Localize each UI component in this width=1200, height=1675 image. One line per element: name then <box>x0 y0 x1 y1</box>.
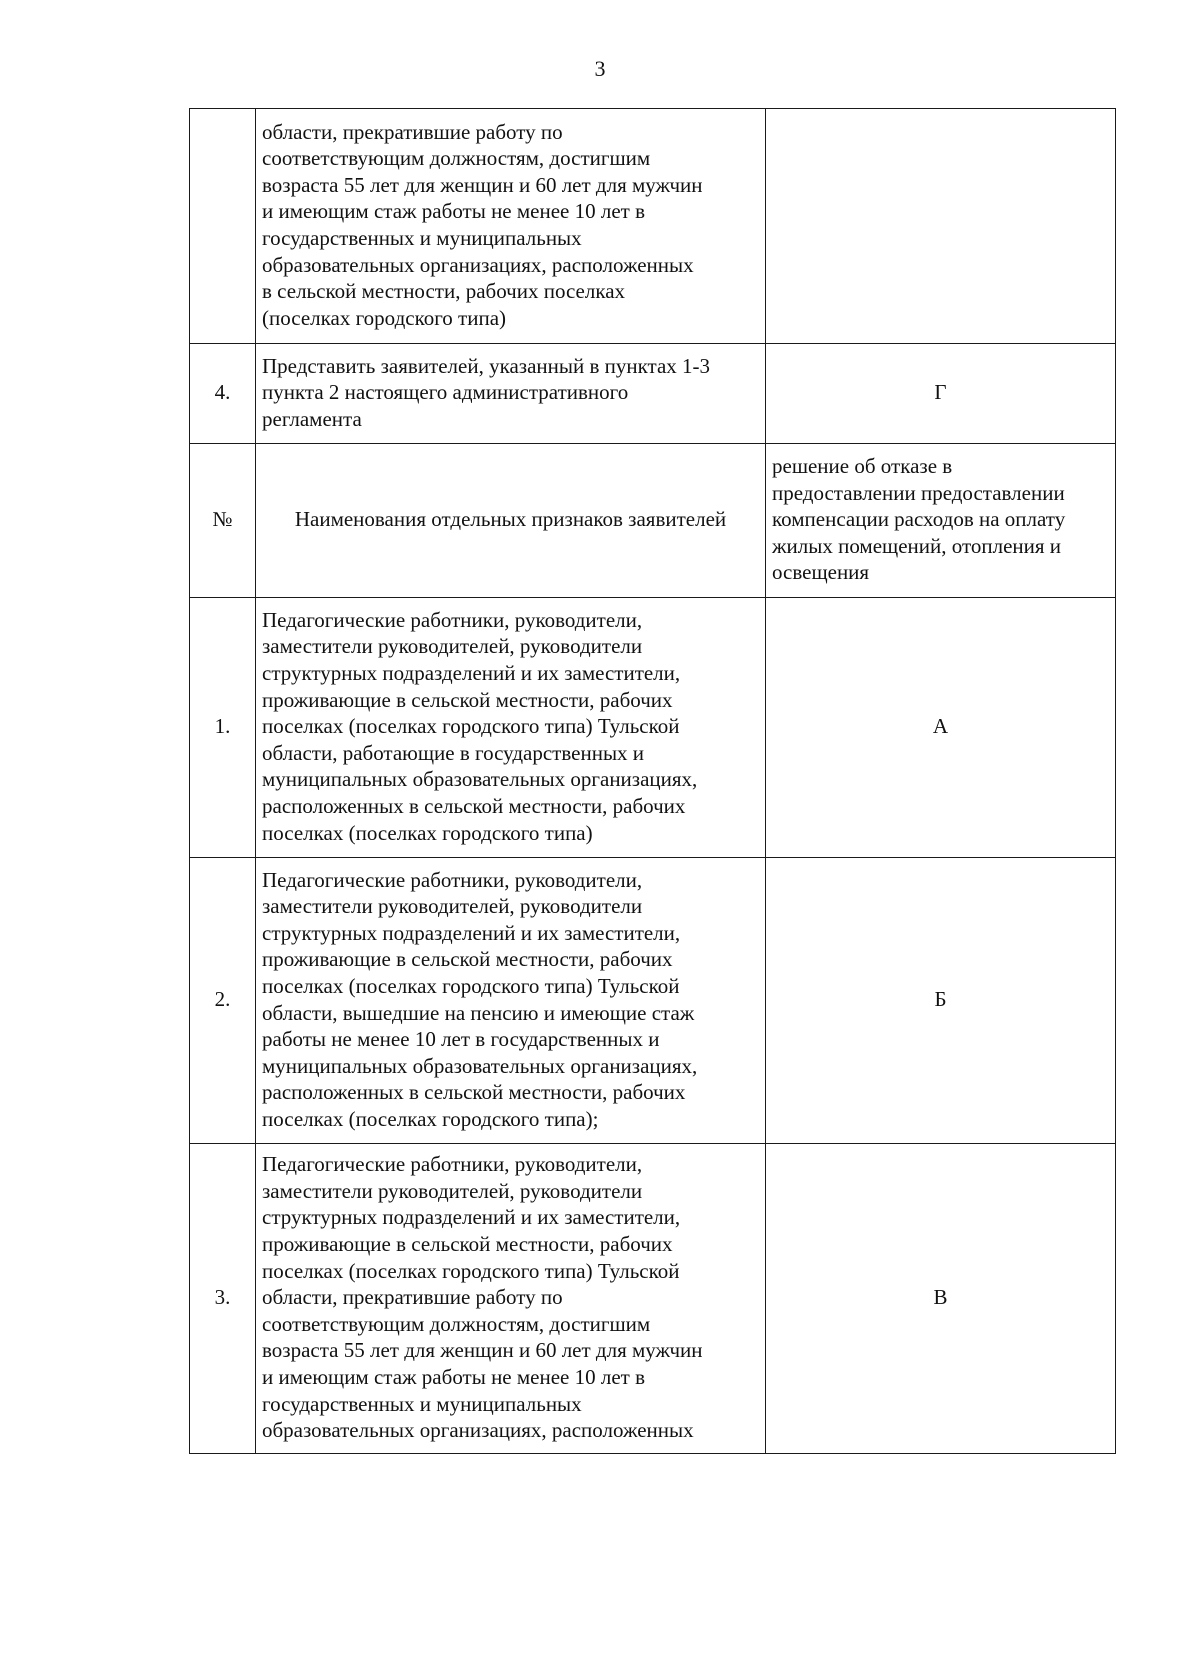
description-line: регламента <box>262 406 362 431</box>
description-line: расположенных в сельской местности, рабочих <box>262 1080 686 1105</box>
table-row-2 <box>190 858 1116 1144</box>
description-line: области, прекратившие работу по <box>262 119 563 144</box>
description-line: муниципальных образовательных организациях, <box>262 767 698 792</box>
description-line: поселках (поселках городского типа) <box>262 820 593 845</box>
header-decision-line: освещения <box>772 560 870 585</box>
description-line: (поселках городского типа) <box>262 305 507 330</box>
description-line: и имеющим стаж работы не менее 10 лет в <box>262 199 646 224</box>
description-line: заместители руководителей, руководители <box>262 634 643 659</box>
description-line: государственных и муниципальных <box>262 1391 582 1416</box>
description-line: Представить заявителей, указанный в пунктах 1-3 <box>262 353 711 378</box>
applicant-criteria-table <box>189 108 1116 1454</box>
row-code-cell: В <box>766 1144 1116 1454</box>
description-line: заместители руководителей, руководители <box>262 1178 643 1203</box>
description-line: проживающие в сельской местности, рабочих <box>262 947 673 972</box>
description-line: государственных и муниципальных <box>262 226 582 250</box>
header-decision-cell <box>766 444 1116 598</box>
table-row-4 <box>190 344 1116 444</box>
page-number: 3 <box>594 56 606 81</box>
row-number-cell: 4. <box>190 344 256 444</box>
description-line: поселках (поселках городского типа); <box>262 1106 599 1131</box>
description-line: Педагогические работники, руководители, <box>262 867 643 892</box>
description-line: соответствующим должностям, достигшим <box>262 1311 651 1336</box>
description-line: Педагогические работники, руководители, <box>262 607 643 632</box>
description-line: работы не менее 10 лет в государственных и <box>262 1027 660 1052</box>
header-number-cell: № <box>190 444 256 598</box>
description-line: муниципальных образовательных организациях, <box>262 1053 698 1078</box>
description-line: структурных подразделений и их заместители, <box>262 1205 681 1230</box>
description-line: возраста 55 лет для женщин и 60 лет для мужчин <box>262 1338 703 1363</box>
description-line: Педагогические работники, руководители, <box>262 1152 643 1177</box>
description-line: в сельской местности, рабочих поселках <box>262 279 626 304</box>
table-row-continuation <box>190 109 1116 344</box>
description-line: заместители руководителей, руководители <box>262 894 643 919</box>
description-line: образовательных организациях, расположенных <box>262 1418 694 1443</box>
row-number-cell: 3. <box>190 1144 256 1454</box>
row-code-cell: Г <box>766 344 1116 444</box>
header-name-cell: Наименования отдельных признаков заявителей <box>256 444 766 598</box>
description-line: поселках (поселках городского типа) Тульской <box>262 714 680 739</box>
description-line: образовательных организациях, расположенных <box>262 252 694 277</box>
row-code-cell: А <box>766 598 1116 858</box>
header-decision-line: решение об отказе в <box>772 454 953 479</box>
header-decision-line: жилых помещений, отопления и <box>772 533 1062 558</box>
description-line: области, вышедшие на пенсию и имеющие стаж <box>262 1000 695 1025</box>
description-line: поселках (поселках городского типа) Тульской <box>262 973 680 998</box>
description-line: возраста 55 лет для женщин и 60 лет для мужчин <box>262 172 703 197</box>
row-description-cell <box>256 858 766 1144</box>
description-line: структурных подразделений и их заместители, <box>262 661 681 686</box>
row-number-cell: 2. <box>190 858 256 1144</box>
description-line: поселках (поселках городского типа) Тульской <box>262 1258 680 1283</box>
description-line: пункта 2 настоящего административного <box>262 380 629 405</box>
description-line: проживающие в сельской местности, рабочих <box>262 1232 673 1257</box>
row-code-cell <box>766 109 1116 344</box>
table-header-row <box>190 444 1116 598</box>
description-line: области, прекратившие работу по <box>262 1285 563 1310</box>
row-code-cell: Б <box>766 858 1116 1144</box>
description-line: проживающие в сельской местности, рабочих <box>262 687 673 712</box>
row-description-cell <box>256 344 766 444</box>
description-line: и имеющим стаж работы не менее 10 лет в <box>262 1364 646 1389</box>
description-line: соответствующим должностям, достигшим <box>262 146 651 171</box>
row-description-cell <box>256 598 766 858</box>
row-number-cell: 1. <box>190 598 256 858</box>
row-description-cell <box>256 109 766 344</box>
row-number-cell <box>190 109 256 344</box>
table-row-3 <box>190 1144 1116 1454</box>
description-line: расположенных в сельской местности, рабочих <box>262 793 686 818</box>
description-line: области, работающие в государственных и <box>262 740 645 765</box>
description-line: структурных подразделений и их заместители, <box>262 920 681 945</box>
row-description-cell <box>256 1144 766 1454</box>
table-row-1 <box>190 598 1116 858</box>
header-decision-line: предоставлении предоставлении <box>772 480 1065 505</box>
header-decision-line: компенсации расходов на оплату <box>772 507 1066 532</box>
